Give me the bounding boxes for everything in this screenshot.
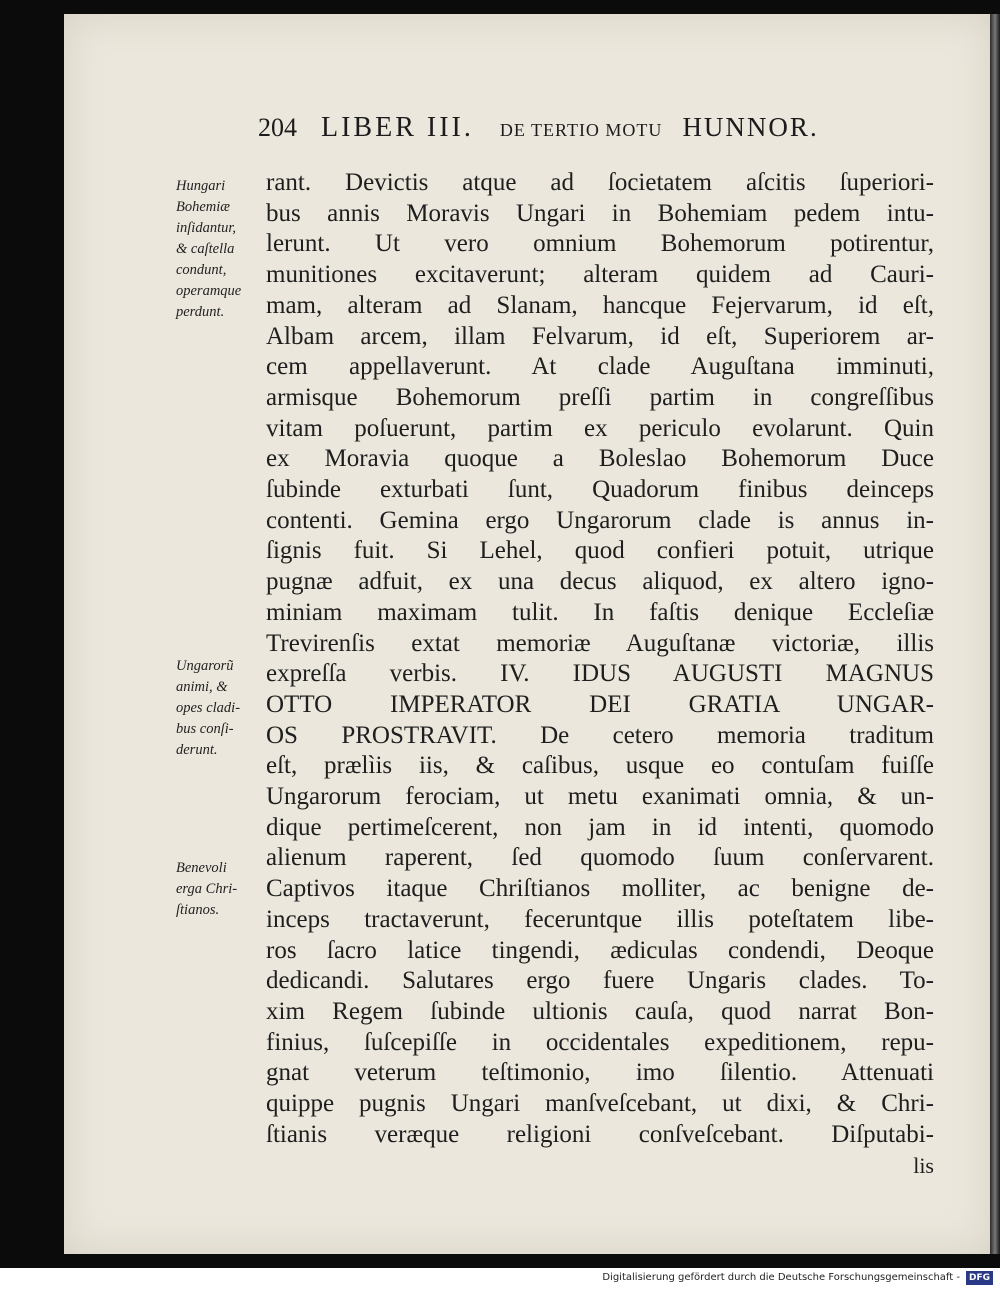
running-header [258,112,819,144]
digitization-footer [0,1268,1000,1289]
margin-note-line: condunt, [176,262,227,278]
margin-note-line: Hungari [176,178,226,194]
text-line: mam, alteram ad Slanam, hancque Fejervarum, id eſt, [266,291,934,319]
margin-note-line: bus conſi- [176,721,234,737]
page-number: 204 [258,113,297,142]
text-line: ſignis fuit. Si Lehel, quod confieri potuit, utrique [266,537,934,565]
text-line: Trevirenſis extat memoriæ Auguſtanæ victoriæ, illis [266,629,934,657]
text-line: Ungarorum ferociam, ut metu exanimati omnia, & un- [266,783,934,811]
book-title: LIBER III. [321,112,474,143]
margin-note-line: opes cladi- [176,700,241,716]
text-line: ex Moravia quoque a Boleslao Bohemorum Duce [266,445,934,473]
text-line: xim Regem ſubinde ultionis cauſa, quod narrat Bon- [266,997,934,1025]
catchword: lis [913,1152,934,1178]
text-line: inceps tractaverunt, feceruntque illis poteſtatem libe- [266,905,934,933]
text-line: armisque Bohemorum preſſi partim in congreſſibus [266,383,934,411]
book-spine-edge [990,14,1000,1254]
margin-note [176,176,241,323]
text-line: dique pertimeſcerent, non jam in id intenti, quomodo [266,813,934,841]
chapter-subtitle: DE TERTIO MOTU [499,120,663,140]
margin-note [176,656,240,761]
margin-note-line: erga Chri- [176,881,238,897]
text-line: ſtianis veræque religioni conſveſcebant. Diſputabi- [266,1120,934,1148]
text-line: bus annis Moravis Ungari in Bohemiam pedem intu- [266,199,934,227]
text-line: alienum raperent, ſed quomodo ſuum conſervarent. [266,844,934,872]
text-line: pugnæ adfuit, ex una decus aliquod, ex altero igno- [266,568,934,596]
text-line: miniam maximam tulit. In faſtis denique Eccleſiæ [266,598,934,626]
margin-note-line: inſidantur, [176,220,237,236]
text-line: finius, ſuſcepiſſe in occidentales expeditionem, repu- [266,1028,934,1056]
margin-note-line: Ungarorũ [176,658,234,674]
text-line: eſt, prælìis iis, & caſibus, usque eo contuſam fuiſſe [266,752,934,780]
margin-note-line: perdunt. [176,304,225,320]
text-line: quippe pugnis Ungari manſveſcebant, ut dixi, & Chri- [266,1090,934,1118]
funding-credit: Digitalisierung gefördert durch die Deutsche Forschungsgemeinschaft - [602,1272,960,1283]
text-line: dedicandi. Salutares ergo fuere Ungaris clades. To- [266,967,934,995]
text-line: rant. Devictis atque ad ſocietatem aſcitis ſuperiori- [266,169,934,196]
margin-note [176,858,237,921]
text-line: Captivos itaque Chriſtianos molliter, ac benigne de- [266,875,934,903]
text-line: OTTO IMPERATOR DEI GRATIA UNGAR- [266,690,934,718]
text-line: cem appellaverunt. At clade Auguſtana imminuti, [266,353,934,381]
dfg-logo: DFG [966,1271,993,1285]
margin-note-line: & caſtella [176,241,235,257]
text-line: contenti. Gemina ergo Ungarorum clade is annus in- [266,506,934,534]
text-line: gnat veterum teſtimonio, imo ſilentio. Attenuati [266,1059,934,1087]
margin-note-line: ſtianos. [176,902,220,918]
text-line: munitiones excitaverunt; alteram quidem ad Cauri- [266,261,934,289]
main-text-block [266,168,934,1181]
text-line: vitam poſuerunt, partim ex periculo evolarunt. Quin [266,414,934,442]
margin-note-line: derunt. [176,742,218,758]
margin-note-line: animi, & [176,679,228,695]
margin-note-line: Bohemiæ [176,199,230,215]
margin-note-line: operamque [176,283,242,299]
text-line: OS PROSTRAVIT. De cetero memoria traditum [266,721,934,749]
text-line: ſubinde exturbati ſunt, Quadorum finibus deinceps [266,476,934,504]
text-line: ros ſacro latice tingendi, ædiculas condendi, Deoque [266,936,934,964]
text-line: lerunt. Ut vero omnium Bohemorum potirentur, [266,230,934,258]
running-title: HUNNOR. [682,112,819,142]
text-line: Albam arcem, illam Felvarum, id eſt, Superiorem ar- [266,322,934,350]
text-line: expreſſa verbis. IV. IDUS AUGUSTI MAGNUS [266,660,934,688]
margin-note-line: Benevoli [176,860,227,876]
